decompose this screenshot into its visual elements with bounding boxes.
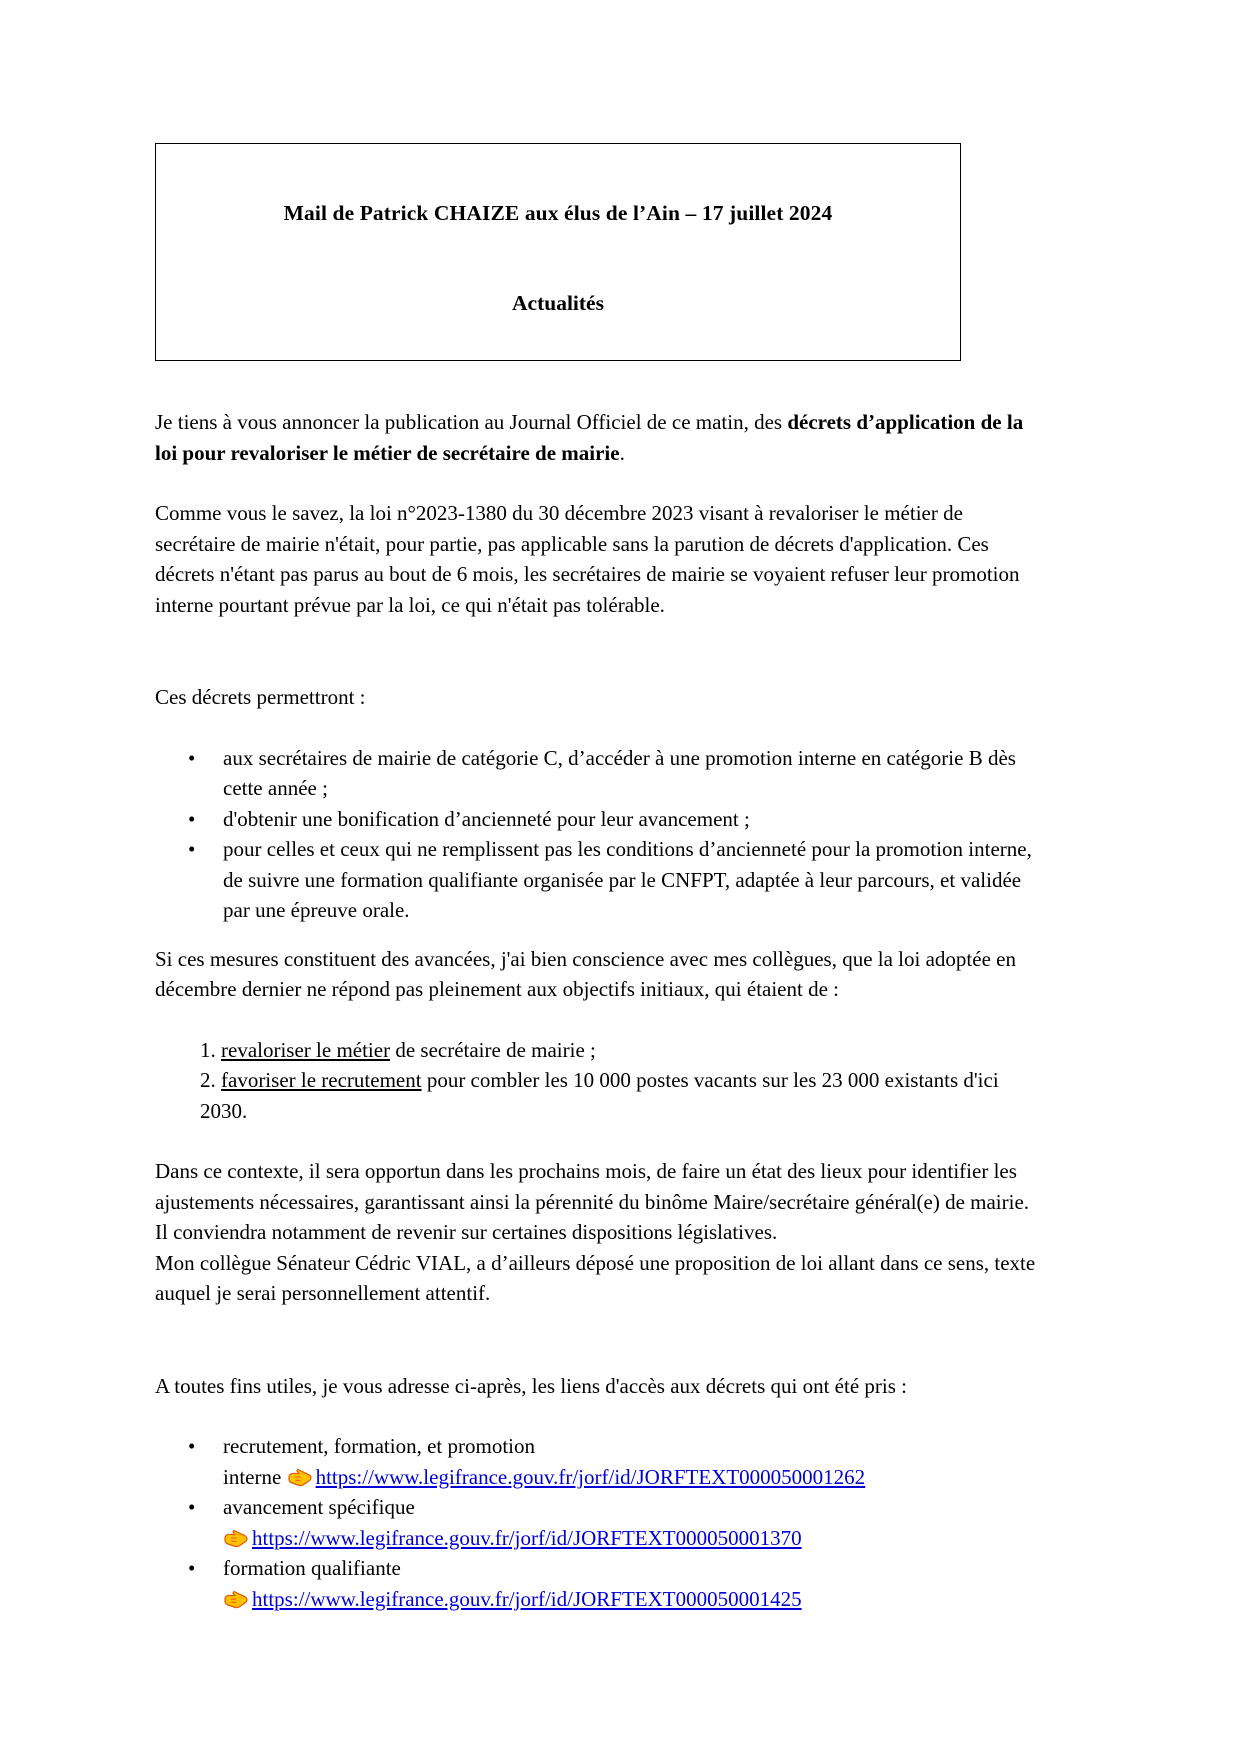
link-item-label-line1: recrutement, formation, et promotion <box>223 1434 535 1458</box>
spacer <box>155 620 1045 682</box>
bullet-icon: • <box>188 745 196 770</box>
outlook-paragraph-3: Mon collègue Sénateur Cédric VIAL, a d’ailleurs déposé une proposition de loi allant dans ce sens, texte auquel je serai personnellement attentif. <box>155 1250 1036 1305</box>
spacer <box>155 1126 1045 1156</box>
intro-trailing-period: . <box>619 440 625 465</box>
intro-paragraph <box>155 407 1045 468</box>
outlook-paragraph-1: Dans ce contexte, il sera opportun dans les prochains mois, de faire un état des lieux pour identifier les ajustements nécessaires, garantissant ainsi la pérennité du binôme Maire/secrétaire général(e) de mairie. <box>155 1159 1030 1214</box>
decrees-bullet-list <box>155 743 1045 926</box>
bullet-icon: • <box>188 1556 196 1580</box>
document-content <box>155 143 1045 1614</box>
spacer <box>155 1309 1045 1371</box>
decrees-intro: Ces décrets permettront : <box>155 685 366 709</box>
list-item <box>155 1553 1045 1614</box>
objectives-intro-paragraph: Si ces mesures constituent des avancées, j'ai bien conscience avec mes collègues, que la loi adoptée en décembre dernier ne répond pas pleinement aux objectifs initiaux, qui étaient de : <box>155 946 1016 1001</box>
list-item <box>155 1492 1045 1553</box>
decree-links-list <box>155 1431 1045 1614</box>
header-subtitle: Actualités <box>512 291 604 315</box>
spacer <box>155 1401 1045 1431</box>
spacer <box>155 361 1045 407</box>
spacer <box>155 468 1045 498</box>
list-item-number: 1. <box>200 1037 216 1062</box>
bullet-icon: • <box>188 1495 196 1519</box>
list-item-underlined-phrase: favoriser le recrutement <box>221 1068 422 1092</box>
link-item-label-line1: avancement spécifique <box>223 1495 415 1519</box>
bullet-icon: • <box>188 837 196 861</box>
spacer <box>155 926 1045 944</box>
list-item <box>155 1431 1045 1492</box>
pointing-hand-icon <box>223 1587 249 1606</box>
list-item-underlined-phrase: revaloriser le métier <box>221 1037 391 1062</box>
list-item-label: pour celles et ceux qui ne remplissent pas les conditions d’ancienneté pour la promotion interne, de suivre une formation qualifiante organisée par le CNFPT, adaptée à leur parcours, et validée par une épreuve orale. <box>223 837 1032 922</box>
link-item-label-line1: formation qualifiante <box>223 1556 401 1580</box>
context-paragraph: Comme vous le savez, la loi n°2023-1380 du 30 décembre 2023 visant à revaloriser le métier de secrétaire de mairie n'était, pour partie, pas applicable sans la parution de décrets d'application. Ces décrets n'étant pas parus au bout de 6 mois, les secrétaires de mairie se voyaient refuser leur promotion interne pourtant prévue par la loi, ce qui n'était pas tolérable. <box>155 501 1020 617</box>
header-box <box>155 143 961 361</box>
spacer <box>155 1005 1045 1035</box>
list-item <box>155 1035 1045 1066</box>
decree-link-recrutement[interactable]: https://www.legifrance.gouv.fr/jorf/id/JORFTEXT000050001262 <box>315 1464 866 1489</box>
list-item <box>155 804 1045 835</box>
link-item-label-line2: interne <box>223 1464 282 1489</box>
outlook-paragraph-2: Il conviendra notamment de revenir sur certaines dispositions législatives. <box>155 1220 778 1244</box>
bullet-icon: • <box>188 1434 196 1458</box>
spacer <box>155 713 1045 743</box>
list-item-number: 2. <box>200 1068 216 1092</box>
decree-link-avancement[interactable]: https://www.legifrance.gouv.fr/jorf/id/JORFTEXT000050001370 <box>252 1525 802 1550</box>
intro-lead-text: Je tiens à vous annoncer la publication au Journal Officiel de ce matin, des <box>155 410 788 434</box>
list-item-rest: de secrétaire de mairie ; <box>390 1037 596 1062</box>
pointing-hand-icon <box>223 1526 249 1545</box>
page-title: Mail de Patrick CHAIZE aux élus de l’Ain – 17 juillet 2024 <box>283 201 833 225</box>
list-item-label: aux secrétaires de mairie de catégorie C, d’accéder à une promotion interne en catégorie B dès cette année ; <box>223 745 1016 800</box>
intro-bold-phrase: décrets d’application de la loi pour revaloriser le métier de secrétaire de mairie <box>155 410 1024 465</box>
list-item <box>155 1065 1045 1126</box>
bullet-icon: • <box>188 806 196 831</box>
list-item <box>155 834 1045 926</box>
links-intro-paragraph: A toutes fins utiles, je vous adresse ci-après, les liens d'accès aux décrets qui ont été pris : <box>155 1373 907 1398</box>
list-item <box>155 743 1045 804</box>
list-item-rest: pour combler les 10 000 postes vacants sur les 23 000 existants d'ici 2030. <box>200 1068 999 1123</box>
list-item-label: d'obtenir une bonification d’ancienneté pour leur avancement ; <box>223 806 750 831</box>
decree-link-formation[interactable]: https://www.legifrance.gouv.fr/jorf/id/JORFTEXT000050001425 <box>252 1586 802 1611</box>
objectives-list <box>155 1035 1045 1127</box>
pointing-hand-icon <box>287 1465 313 1484</box>
